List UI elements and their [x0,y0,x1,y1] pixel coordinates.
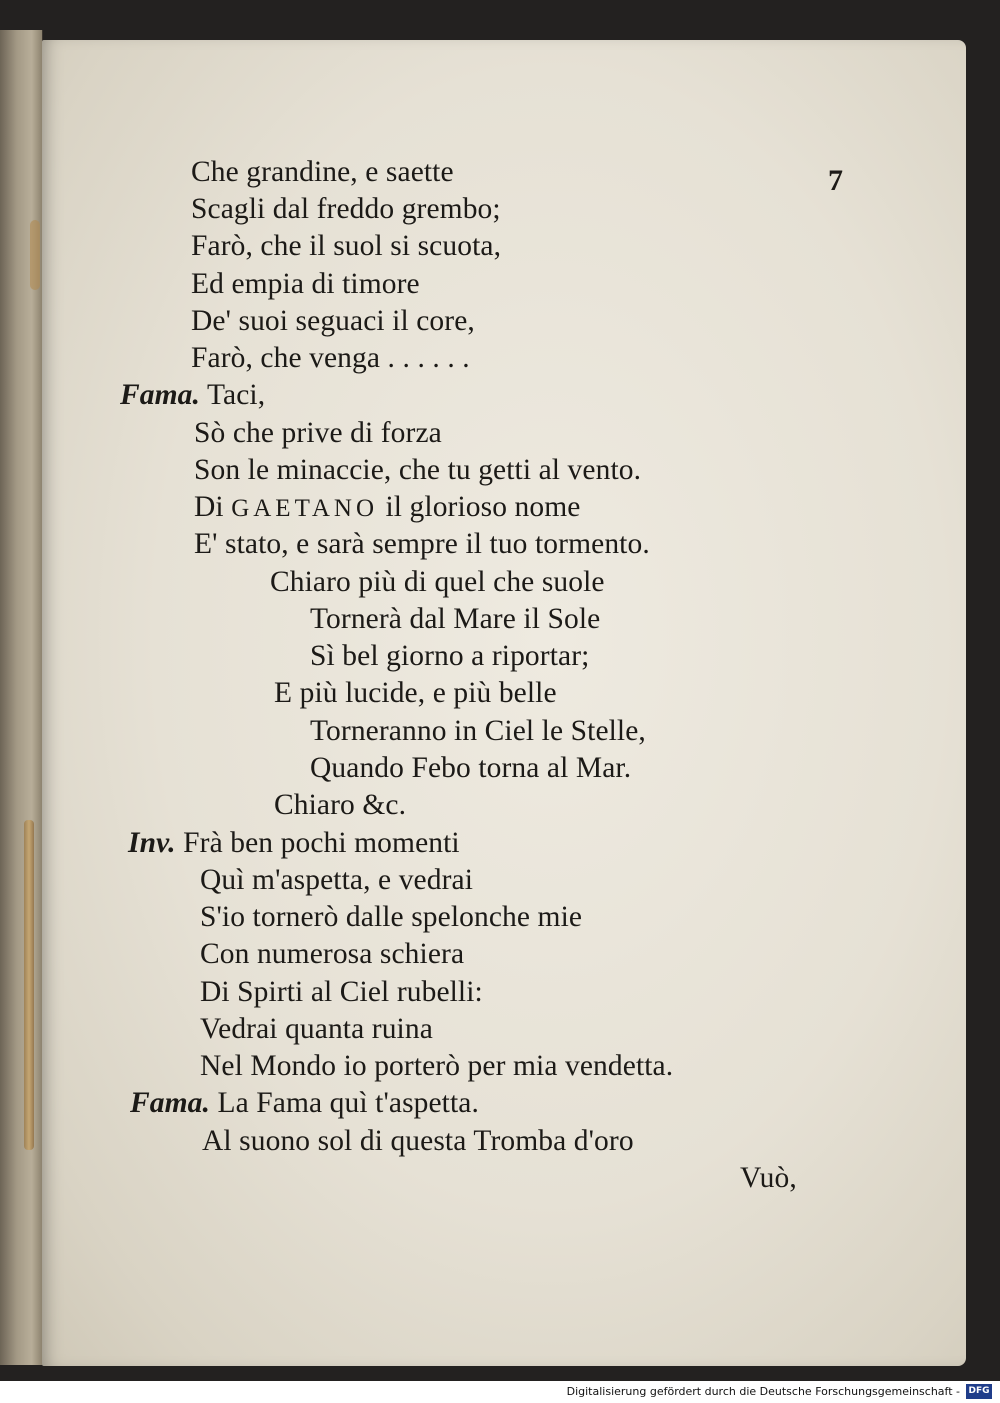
verse-line: Che grandine, e saette [191,156,454,188]
aria-line: Quando Febo torna al Mar. [310,752,632,784]
paper-stain [30,220,40,290]
speaker-label: Inv. [128,827,176,859]
verse-line: Con numerosa schiera [200,938,465,970]
speech-line: Fama. La Fama quì t'aspetta. [130,1087,479,1119]
verse-line: Farò, che il suol si scuota, [191,230,502,262]
paper-stain [24,820,34,1150]
aria-line: Tornerà dal Mare il Sole [310,603,601,635]
speaker-label: Fama. [120,379,200,411]
verse-line: Scagli dal freddo grembo; [191,193,501,225]
speech-line: Inv. Frà ben pochi momenti [128,827,460,859]
verse-line: Vedrai quanta ruina [200,1013,433,1045]
verse-line: Al suono sol di questa Tromba d'oro [202,1125,634,1157]
aria-line: E più lucide, e più belle [274,677,557,709]
verse-line: Ed empia di timore [191,268,420,300]
verse-line: De' suoi seguaci il core, [191,305,475,337]
verse-line: Sò che prive di forza [194,417,442,449]
small-caps-name: GAETANO [231,495,378,522]
footer-bar [0,1381,1000,1403]
speech-line: Fama. Taci, [120,379,266,411]
page-number: 7 [828,164,843,197]
verse-line: Son le minaccie, che tu getti al vento. [194,454,642,486]
verse-line: E' stato, e sarà sempre il tuo tormento. [194,528,650,560]
verse-line: Di GAETANO il glorioso nome [194,491,581,523]
aria-line: Chiaro &c. [274,789,407,821]
verse-line: S'io tornerò dalle spelonche mie [200,901,583,933]
catchword: Vuò, [740,1162,797,1194]
aria-line: Torneranno in Ciel le Stelle, [310,715,646,747]
facing-page-edge [0,30,43,1365]
aria-line: Sì bel giorno a riportar; [310,640,590,672]
verse-line: Di Spirti al Ciel rubelli: [200,976,483,1008]
book-page [42,40,966,1366]
funding-credit: Digitalisierung gefördert durch die Deutsche Forschungsgemeinschaft - [566,1385,960,1398]
verse-line: Nel Mondo io porterò per mia vendetta. [200,1050,674,1082]
dfg-logo-icon: DFG [966,1384,992,1399]
aria-line: Chiaro più di quel che suole [270,566,605,598]
speaker-label: Fama. [130,1087,210,1119]
verse-line: Quì m'aspetta, e vedrai [200,864,474,896]
verse-line: Farò, che venga . . . . . . [191,342,470,374]
